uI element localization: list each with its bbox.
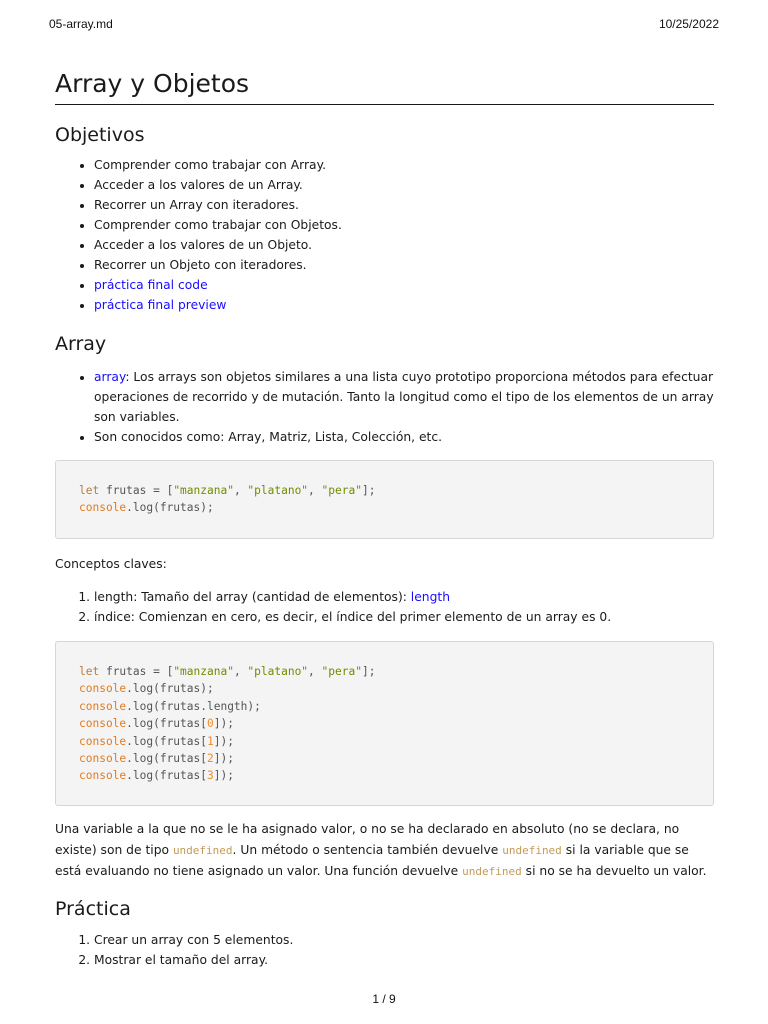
code-builtin: console (79, 752, 127, 766)
link-array[interactable]: array (94, 370, 126, 384)
code-string: "pera" (321, 484, 362, 497)
code-text: .log(frutas[ (126, 717, 207, 731)
code-builtin: console (79, 682, 127, 696)
code-text: ]); (213, 769, 234, 783)
list-item (94, 275, 714, 295)
list-item: • Recorrer un Objeto con iteradores. (94, 255, 714, 275)
code-number: 0 (206, 717, 214, 731)
code-text: ]; (361, 665, 376, 678)
code-text: .log(frutas[ (126, 769, 207, 783)
link-practica-final-code[interactable]: práctica final code (94, 278, 208, 292)
paragraph-text: Una variable a la que no se le ha asignado valor, o no se ha declarado en absoluto (no se declara, no existe) son de tipo (55, 822, 680, 857)
page-number: 1 / 9 (372, 992, 396, 1006)
code-text: .log(frutas[ (126, 734, 207, 748)
print-date: 10/25/2022 (658, 17, 719, 31)
document-body (55, 66, 714, 970)
code-string: "platano" (247, 665, 309, 678)
array-description: : Los arrays son objetos similares a una lista cuyo prototipo proporciona métodos para efectuar operaciones de recorrido y de mutación. Tanto la longitud como el tipo de los elementos de un array son variables. (94, 370, 714, 424)
code-string: "manzana" (173, 665, 234, 678)
inline-code: undefined (172, 843, 233, 857)
objetivos-list (55, 155, 714, 315)
list-item (94, 367, 714, 427)
code-number: 1 (206, 734, 214, 748)
paragraph-text: si la variable que se está evaluando no tiene asignado un valor. Una función devuelve (55, 842, 689, 878)
heading-objetivos: Objetivos (55, 124, 145, 146)
code-keyword: let (79, 484, 100, 497)
code-text: ]); (213, 752, 234, 766)
file-name: 05-array.md (49, 17, 113, 31)
practica-list (55, 930, 714, 970)
code-number: 3 (206, 769, 214, 783)
list-item: • Son conocidos como: Array, Matriz, Lista, Colección, etc. (94, 427, 714, 447)
code-text: frutas = [ (99, 484, 174, 497)
heading-array: Array (55, 333, 107, 355)
inline-code: undefined (502, 843, 562, 857)
list-item: • Acceder a los valores de un Objeto. (94, 235, 714, 255)
undefined-paragraph (55, 819, 714, 883)
code-builtin: console (79, 734, 127, 748)
code-text: .log(frutas[ (126, 752, 207, 766)
code-block-2: let frutas = ["manzana", "platano", "pera"]; console.log(frutas); console.log(frutas.length); console.log(frutas[0]); console.log(frutas[1]); console.log(frutas[2]); console.log(frutas[3]); (55, 641, 714, 806)
array-list (55, 367, 714, 447)
code-number: 2 (206, 752, 214, 766)
code-builtin: console (79, 717, 127, 731)
inline-code: undefined (462, 865, 522, 878)
code-string: "manzana" (173, 484, 234, 497)
paragraph-text: . Un método o sentencia también devuelve (232, 842, 503, 857)
code-text: frutas = [ (99, 665, 174, 678)
code-string: "platano" (247, 484, 309, 497)
code-keyword: let (79, 665, 100, 678)
list-item: • Comprender como trabajar con Objetos. (94, 215, 714, 235)
code-text: .log(frutas); (126, 682, 214, 696)
list-item: 2. índice: Comienzan en cero, es decir, el índice del primer elemento de un array es 0. (94, 607, 714, 627)
list-item: 2. Mostrar el tamaño del array. (94, 950, 714, 970)
code-text: .log(frutas.length); (126, 699, 261, 713)
list-item: • Recorrer un Array con iteradores. (94, 195, 714, 215)
link-practica-final-preview[interactable]: práctica final preview (94, 298, 227, 312)
heading-practica: Práctica (55, 897, 131, 920)
code-builtin: console (79, 501, 127, 515)
conceptos-label: Conceptos claves: (55, 557, 167, 571)
list-item: 1. Crear un array con 5 elementos. (94, 930, 714, 950)
page-title: Array y Objetos (55, 66, 714, 105)
list-item: • Comprender como trabajar con Array. (94, 155, 714, 175)
code-text: ]); (213, 717, 234, 731)
code-text: ]; (361, 484, 376, 497)
paragraph-text: si no se ha devuelto un valor. (521, 864, 707, 878)
code-text: .log(frutas); (126, 501, 214, 515)
code-builtin: console (79, 769, 127, 783)
concept-text: length: Tamaño del array (cantidad de elementos): (94, 590, 411, 604)
link-length[interactable]: length (410, 590, 450, 604)
code-block-1: let frutas = ["manzana", "platano", "pera"]; console.log(frutas); (55, 460, 714, 539)
list-item (94, 295, 714, 315)
code-text: ]); (213, 734, 234, 748)
list-item (94, 587, 714, 607)
code-string: "pera" (321, 665, 362, 678)
code-builtin: console (79, 699, 127, 713)
list-item: • Acceder a los valores de un Array. (94, 175, 714, 195)
conceptos-list (55, 587, 714, 627)
